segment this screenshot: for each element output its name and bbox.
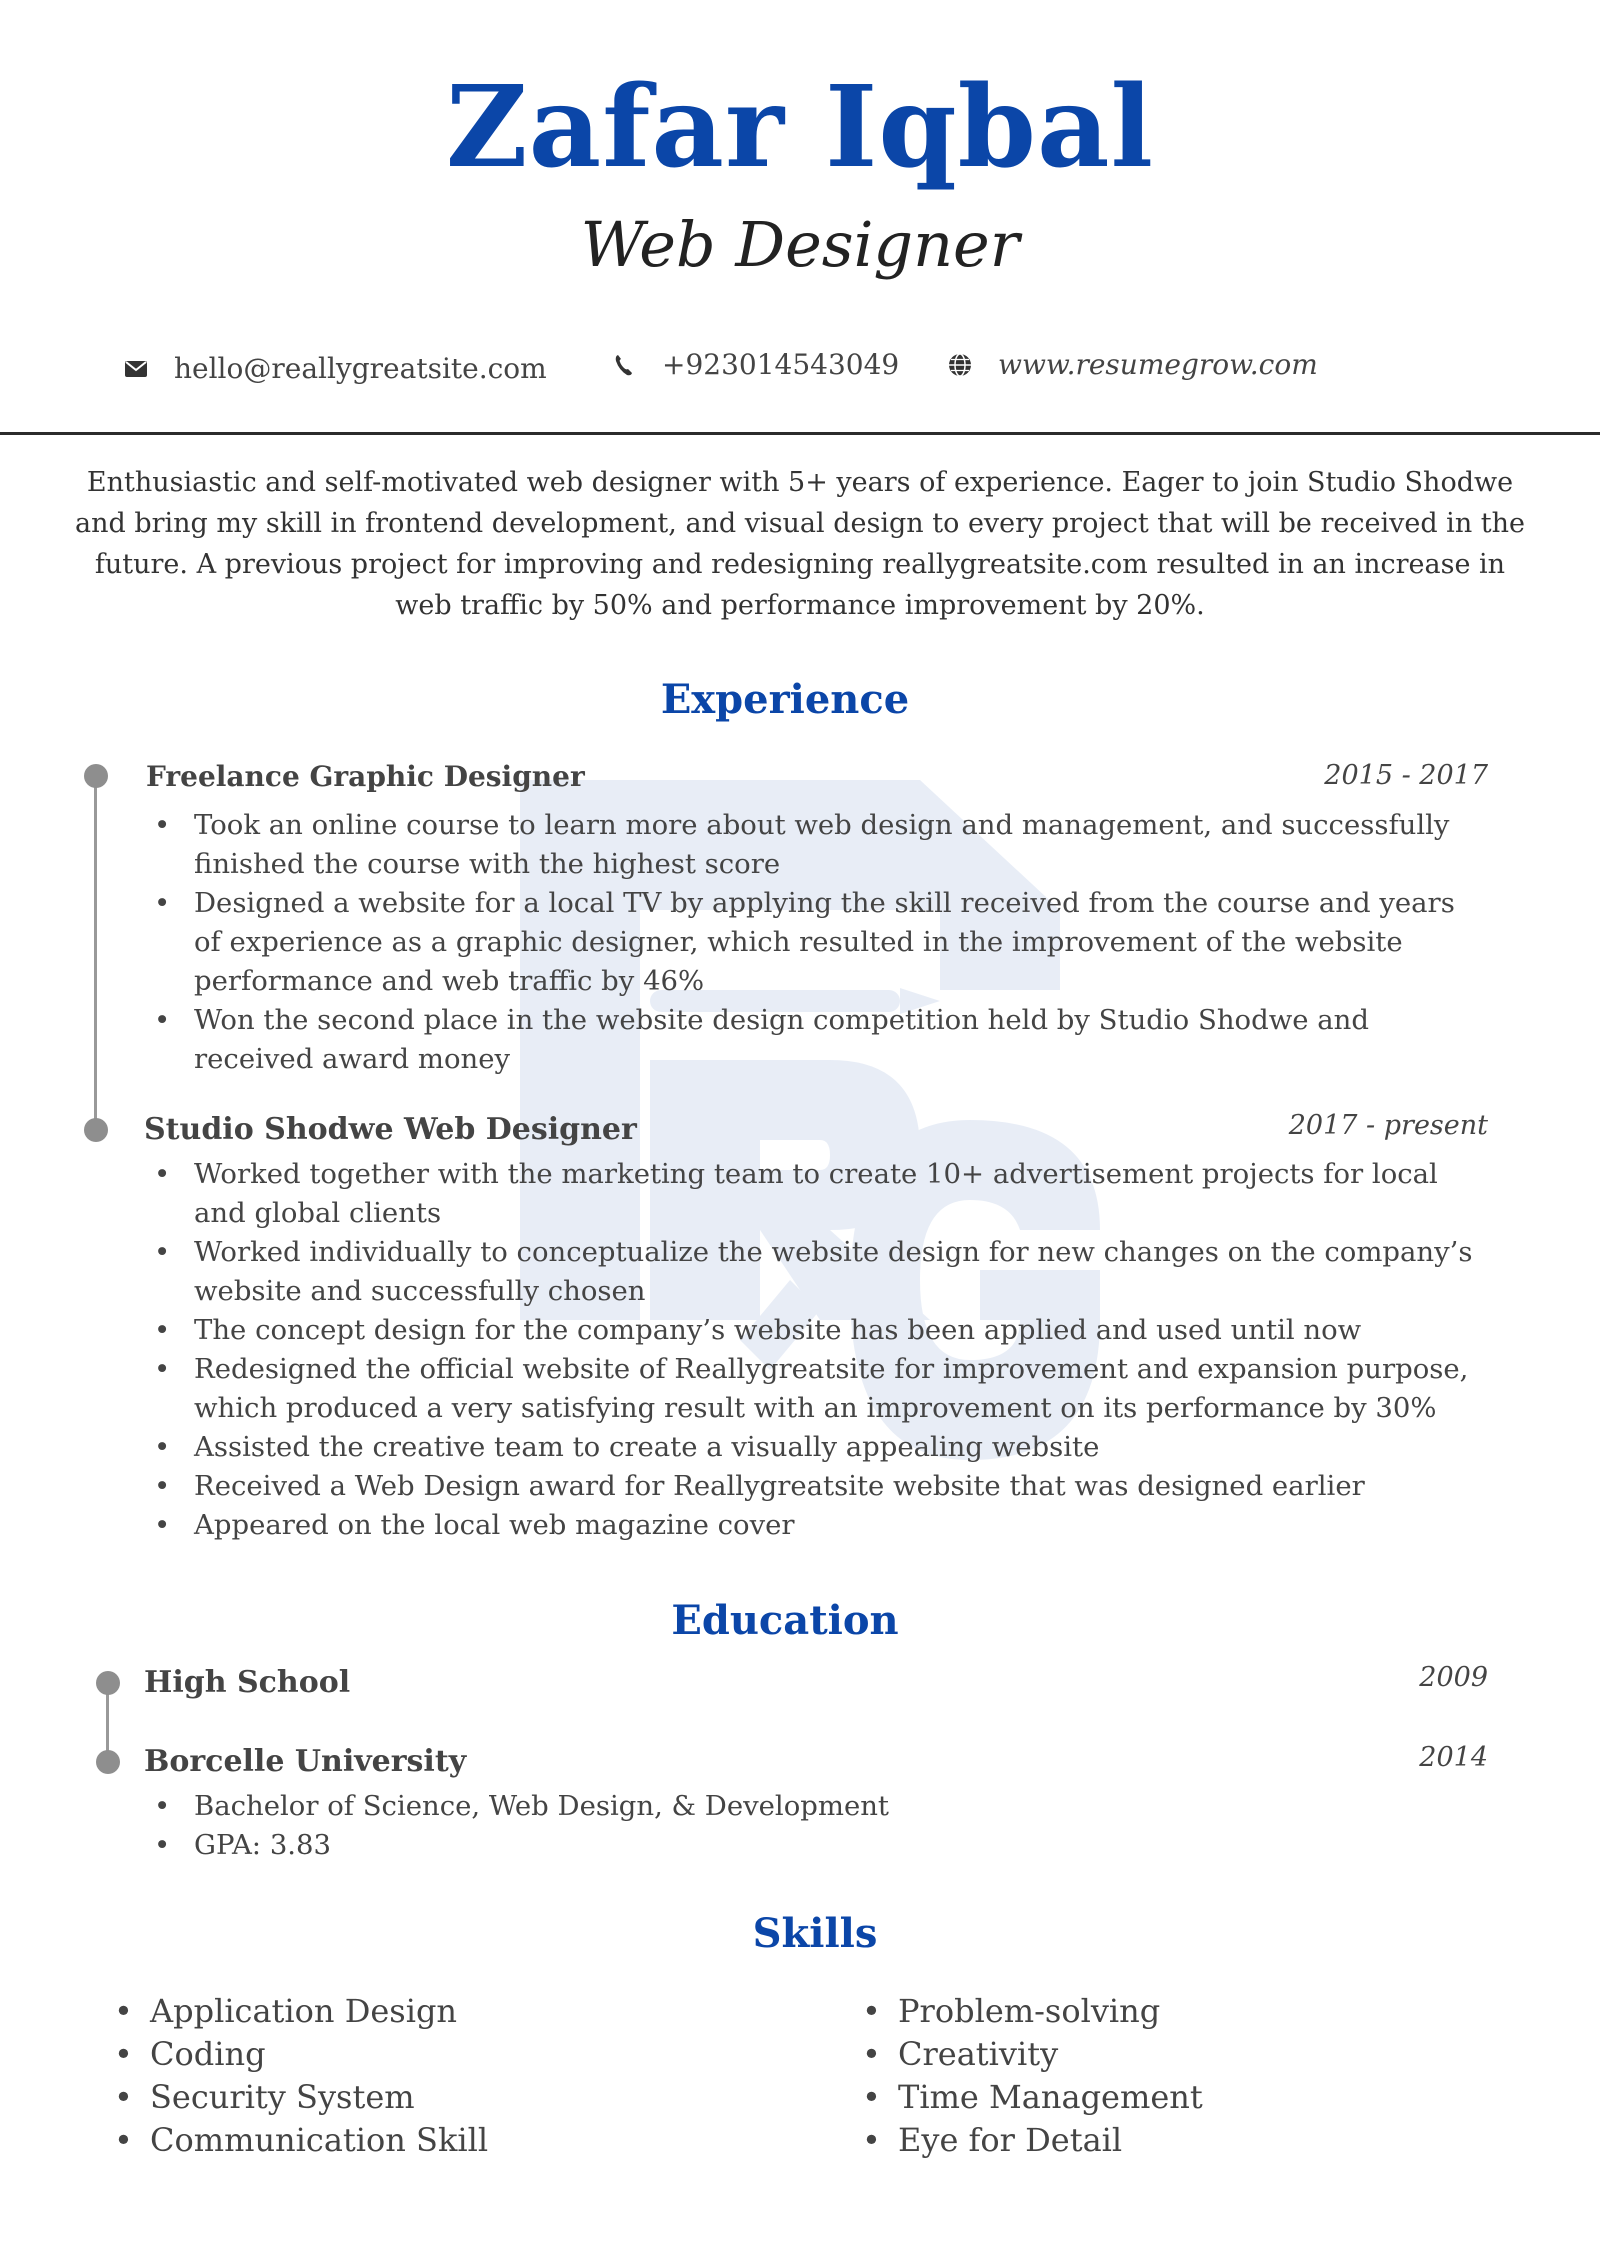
list-item: • Received a Web Design award for Reallygreatsite website that was designed earlier [146,1467,1486,1506]
job-date: 2017 - present [1288,1110,1488,1141]
list-item: • Worked individually to conceptualize the website design for new changes on the company’s website and successfully chosen [146,1233,1486,1311]
job-bullets [146,806,1486,1079]
experience-timeline [94,776,97,1130]
skill-item: • Creativity [862,2033,1203,2076]
list-item: • Appeared on the local web magazine cover [146,1506,1486,1545]
job-date: 2015 - 2017 [1324,760,1488,791]
candidate-name: Zafar Iqbal [445,62,1155,193]
candidate-role: Web Designer [580,208,1020,281]
email-text: hello@reallygreatsite.com [174,352,547,385]
skills-list-right [862,1990,1203,2162]
list-item: • Took an online course to learn more about web design and management, and successfully finished the course with the highest score [146,806,1486,884]
education-date: 2014 [1419,1742,1488,1773]
job-bullets [146,1155,1486,1545]
phone-icon [608,349,640,381]
website-text: www.resumegrow.com [998,348,1318,381]
timeline-dot [96,1750,120,1774]
education-title: Borcelle University [144,1744,467,1779]
education-date: 2009 [1419,1662,1488,1693]
timeline-dot [84,1118,108,1142]
envelope-icon [120,353,152,385]
list-item: • GPA: 3.83 [146,1826,1486,1865]
experience-heading: Experience [660,676,910,723]
list-item: • The concept design for the company’s website has been applied and used until now [146,1311,1486,1350]
skills-list-left [114,1990,488,2162]
job-title: Freelance Graphic Designer [146,760,585,793]
list-item: • Redesigned the official website of Reallygreatsite for improvement and expansion purpose, which produced a very satisfying result with an improvement on its performance by 30% [146,1350,1486,1428]
globe-icon [944,349,976,381]
list-item: • Worked together with the marketing team to create 10+ advertisement projects for local and global clients [146,1155,1486,1233]
education-title: High School [144,1665,351,1700]
education-heading: Education [671,1597,899,1644]
skill-item: • Time Management [862,2076,1203,2119]
skill-item: • Coding [114,2033,488,2076]
contact-email[interactable] [120,352,547,385]
education-bullets [146,1787,1486,1865]
list-item: • Bachelor of Science, Web Design, & Development [146,1787,1486,1826]
profile-summary: Enthusiastic and self-motivated web designer with 5+ years of experience. Eager to join Studio Shodwe and bring my skill in frontend development, and visual design to every project that will be received in the future. A previous project for improving and redesigning reallygreatsite.com resulted in an increase in web traffic by 50% and performance improvement by 20%. [74,467,1526,621]
list-item: • Won the second place in the website design competition held by Studio Shodwe and received award money [146,1001,1486,1079]
list-item: • Assisted the creative team to create a visually appealing website [146,1428,1486,1467]
skills-heading: Skills [752,1910,878,1957]
header-divider [0,432,1600,435]
contact-phone[interactable] [608,348,899,381]
skill-item: • Problem-solving [862,1990,1203,2033]
timeline-dot [84,764,108,788]
skill-item: • Eye for Detail [862,2119,1203,2162]
skill-item: • Application Design [114,1990,488,2033]
phone-text: +923014543049 [662,348,900,381]
timeline-dot [96,1671,120,1695]
skill-item: • Security System [114,2076,488,2119]
list-item: • Designed a website for a local TV by applying the skill received from the course and years of experience as a graphic designer, which resulted in the improvement of the website performance and web traffic by 46% [146,884,1486,1001]
job-title: Studio Shodwe Web Designer [144,1112,637,1147]
skill-item: • Communication Skill [114,2119,488,2162]
contact-website[interactable] [944,348,1318,381]
